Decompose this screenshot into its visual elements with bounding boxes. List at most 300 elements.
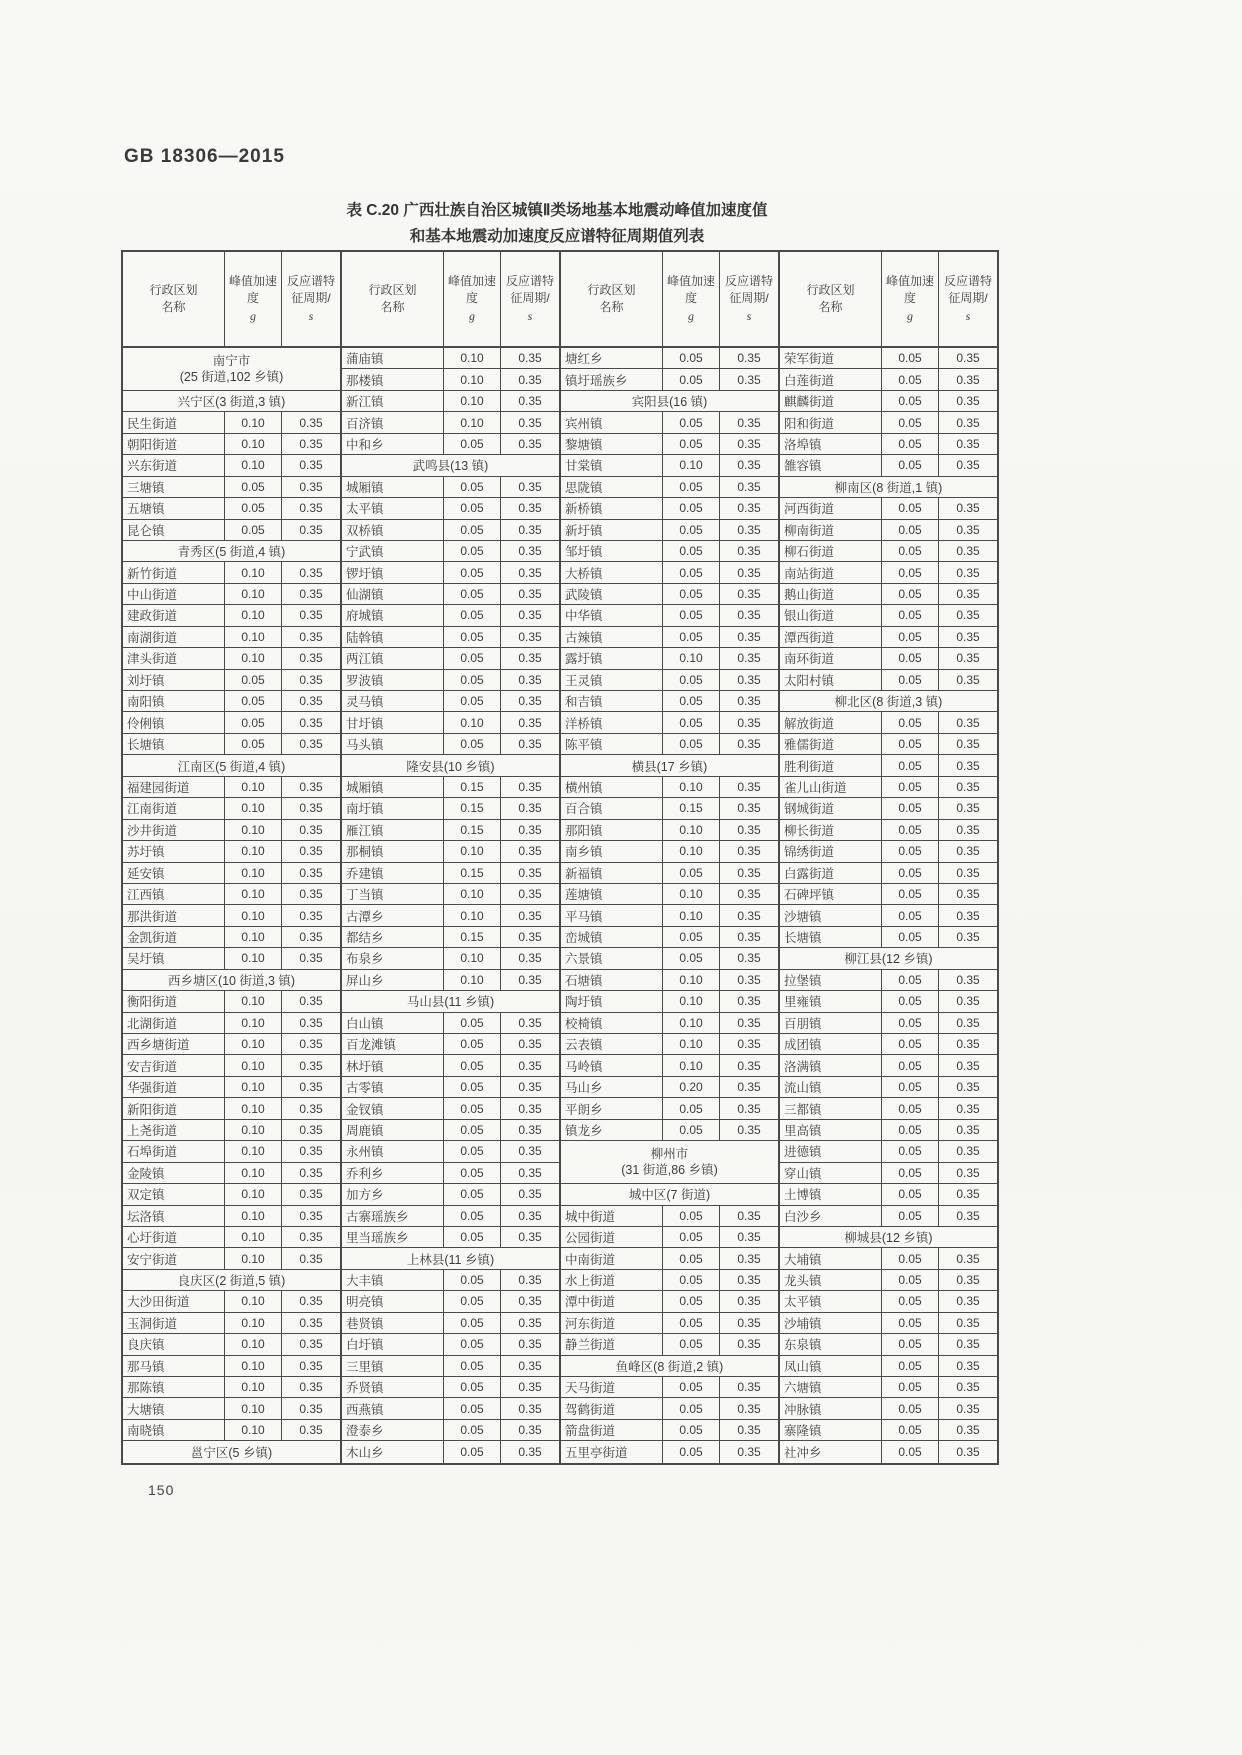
spectrum-period-value: 0.35 xyxy=(518,522,542,537)
spectrum-period-value: 0.35 xyxy=(956,844,980,859)
division-name: 王灵镇 xyxy=(561,670,663,690)
division-name: 石碑坪镇 xyxy=(780,884,882,904)
peak-acceleration-value: 0.05 xyxy=(882,1291,939,1311)
spectrum-period-value: 0.35 xyxy=(518,436,542,451)
table-row xyxy=(123,627,340,648)
table-row xyxy=(123,1184,340,1205)
division-name: 江南街道 xyxy=(123,798,225,818)
table-row xyxy=(123,562,340,583)
peak-acceleration-value: 0.05 xyxy=(225,691,282,711)
division-name: 镇圩瑶族乡 xyxy=(561,369,663,389)
spectrum-period-value: 0.35 xyxy=(518,479,542,494)
spectrum-period-value: 0.35 xyxy=(956,1101,980,1116)
peak-acceleration-value: 0.05 xyxy=(882,434,939,454)
division-name: 六景镇 xyxy=(561,948,663,968)
division-name: 福建园街道 xyxy=(123,777,225,797)
division-name: 天马街道 xyxy=(561,1377,663,1397)
spectrum-period-value: 0.35 xyxy=(299,608,323,623)
table-title-line1: 表 C.20 广西壮族自治区城镇Ⅱ类场地基本地震动峰值加速度值 xyxy=(346,202,768,219)
spectrum-period-value: 0.35 xyxy=(518,587,542,602)
table-row xyxy=(780,927,997,948)
peak-acceleration-value: 0.05 xyxy=(444,670,501,690)
spectrum-period-value: 0.35 xyxy=(737,972,761,987)
column-group-header xyxy=(342,252,559,348)
peak-acceleration-value: 0.05 xyxy=(882,1420,939,1440)
division-name: 露圩镇 xyxy=(561,648,663,668)
division-name: 明亮镇 xyxy=(342,1291,444,1311)
table-row xyxy=(123,884,340,905)
section-header-label: 西乡塘区(10 街道,3 镇) xyxy=(167,973,296,988)
header-admin-division-line1: 行政区划 xyxy=(587,282,636,297)
table-row xyxy=(342,712,559,733)
spectrum-period-value: 0.35 xyxy=(299,715,323,730)
spectrum-period-value: 0.35 xyxy=(299,951,323,966)
spectrum-period-value: 0.35 xyxy=(737,415,761,430)
peak-acceleration-value: 0.05 xyxy=(444,520,501,540)
peak-acceleration-value: 0.05 xyxy=(444,1206,501,1226)
division-name: 乔利乡 xyxy=(342,1163,444,1183)
table-row xyxy=(780,1163,997,1184)
header-admin-division-line1: 行政区划 xyxy=(149,282,198,297)
division-name: 陶圩镇 xyxy=(561,991,663,1011)
table-row xyxy=(780,1184,997,1205)
spectrum-period-value: 0.35 xyxy=(518,779,542,794)
division-name: 新竹街道 xyxy=(123,562,225,582)
peak-acceleration-value: 0.05 xyxy=(663,1270,720,1290)
division-name: 林圩镇 xyxy=(342,1055,444,1075)
division-name: 阳和街道 xyxy=(780,412,882,432)
table-row xyxy=(561,1098,778,1119)
section-header-label: 宾阳县(16 镇) xyxy=(631,395,708,410)
spectrum-period-value: 0.35 xyxy=(737,887,761,902)
peak-acceleration-value: 0.05 xyxy=(663,927,720,947)
table-row xyxy=(780,369,997,390)
division-name: 沙井街道 xyxy=(123,820,225,840)
table-row xyxy=(780,991,997,1012)
table-row xyxy=(123,1077,340,1098)
division-name: 木山乡 xyxy=(342,1441,444,1462)
header-peak-acceleration xyxy=(444,252,501,346)
peak-acceleration-value: 0.05 xyxy=(225,520,282,540)
peak-acceleration-value: 0.05 xyxy=(444,627,501,647)
spectrum-period-value: 0.35 xyxy=(299,737,323,752)
table-row xyxy=(561,1206,778,1227)
spectrum-period-value: 0.35 xyxy=(737,801,761,816)
section-header-row xyxy=(561,1184,778,1205)
peak-acceleration-value: 0.05 xyxy=(663,1098,720,1118)
header-admin-division-line2: 名称 xyxy=(818,300,843,314)
division-name: 兴东街道 xyxy=(123,455,225,475)
peak-acceleration-value: 0.10 xyxy=(663,648,720,668)
spectrum-period-value: 0.35 xyxy=(299,1165,323,1180)
division-name: 里高镇 xyxy=(780,1120,882,1140)
city-header-detail: (31 街道,86 乡镇) xyxy=(621,1163,718,1178)
peak-acceleration-value: 0.05 xyxy=(882,584,939,604)
spectrum-period-value: 0.35 xyxy=(956,1058,980,1073)
spectrum-period-value: 0.35 xyxy=(956,758,980,773)
spectrum-period-value: 0.35 xyxy=(518,865,542,880)
division-name: 金陵镇 xyxy=(123,1163,225,1183)
division-name: 大埔镇 xyxy=(780,1248,882,1268)
peak-acceleration-value: 0.10 xyxy=(225,905,282,925)
division-name: 马山乡 xyxy=(561,1077,663,1097)
division-name: 乔贤镇 xyxy=(342,1377,444,1397)
spectrum-period-value: 0.35 xyxy=(737,930,761,945)
division-name: 中和乡 xyxy=(342,434,444,454)
division-name: 华强街道 xyxy=(123,1077,225,1097)
division-name: 那陈镇 xyxy=(123,1377,225,1397)
section-header-label: 青秀区(5 街道,4 镇) xyxy=(177,545,286,560)
city-header-row xyxy=(123,348,340,391)
division-name: 北湖街道 xyxy=(123,1013,225,1033)
spectrum-period-value: 0.35 xyxy=(518,1187,542,1202)
division-name: 水上街道 xyxy=(561,1270,663,1290)
table-row xyxy=(561,1055,778,1076)
division-name: 太平镇 xyxy=(780,1291,882,1311)
table-row xyxy=(780,1356,997,1377)
division-name: 石埠街道 xyxy=(123,1141,225,1161)
spectrum-period-value: 0.35 xyxy=(956,394,980,409)
spectrum-period-value: 0.35 xyxy=(299,1251,323,1266)
peak-acceleration-value: 0.05 xyxy=(444,584,501,604)
division-name: 五塘镇 xyxy=(123,498,225,518)
section-header-row xyxy=(780,948,997,969)
spectrum-period-value: 0.35 xyxy=(737,1423,761,1438)
table-row xyxy=(342,1334,559,1355)
division-name: 石塘镇 xyxy=(561,970,663,990)
spectrum-period-value: 0.35 xyxy=(299,1080,323,1095)
division-name: 陆斡镇 xyxy=(342,627,444,647)
peak-acceleration-value: 0.10 xyxy=(225,1098,282,1118)
spectrum-period-value: 0.35 xyxy=(737,1380,761,1395)
peak-acceleration-value: 0.10 xyxy=(225,927,282,947)
table-row xyxy=(780,1077,997,1098)
spectrum-period-value: 0.35 xyxy=(737,351,761,366)
city-header-detail: (25 街道,102 乡镇) xyxy=(179,369,284,384)
peak-acceleration-value: 0.05 xyxy=(663,498,720,518)
peak-acceleration-value: 0.05 xyxy=(663,520,720,540)
spectrum-period-value: 0.35 xyxy=(737,458,761,473)
section-header-row xyxy=(561,755,778,776)
peak-acceleration-value: 0.05 xyxy=(663,1334,720,1354)
spectrum-period-value: 0.35 xyxy=(956,1380,980,1395)
table-row xyxy=(123,412,340,433)
spectrum-period-value: 0.35 xyxy=(956,1315,980,1330)
spectrum-period-value: 0.35 xyxy=(956,651,980,666)
table-row xyxy=(342,627,559,648)
spectrum-period-value: 0.35 xyxy=(737,372,761,387)
peak-acceleration-value: 0.10 xyxy=(663,820,720,840)
spectrum-period-value: 0.35 xyxy=(299,779,323,794)
peak-acceleration-value: 0.05 xyxy=(882,1206,939,1226)
section-header-label: 马山县(11 乡镇) xyxy=(406,995,495,1010)
table-row xyxy=(123,1163,340,1184)
division-name: 巷贤镇 xyxy=(342,1313,444,1333)
peak-acceleration-value: 0.10 xyxy=(663,1034,720,1054)
table-row xyxy=(561,1270,778,1291)
peak-acceleration-value: 0.05 xyxy=(444,1313,501,1333)
header-response-spectrum-period-label: 反应谱特征周期/ xyxy=(286,273,335,306)
spectrum-period-value: 0.35 xyxy=(518,844,542,859)
table-row xyxy=(123,605,340,626)
division-name: 和吉镇 xyxy=(561,691,663,711)
division-name: 新圩镇 xyxy=(561,520,663,540)
peak-acceleration-value: 0.05 xyxy=(663,584,720,604)
peak-acceleration-value: 0.05 xyxy=(882,1034,939,1054)
division-name: 大桥镇 xyxy=(561,562,663,582)
peak-acceleration-value: 0.05 xyxy=(882,562,939,582)
division-name: 百龙滩镇 xyxy=(342,1034,444,1054)
division-name: 新阳街道 xyxy=(123,1098,225,1118)
division-name: 静兰街道 xyxy=(561,1334,663,1354)
header-admin-division-line1: 行政区划 xyxy=(806,282,855,297)
table-title-line2: 和基本地震动加速度反应谱特征周期值列表 xyxy=(409,227,705,245)
city-header-row xyxy=(561,1141,778,1184)
table-row xyxy=(780,1377,997,1398)
section-header-row xyxy=(342,755,559,776)
spectrum-period-value: 0.35 xyxy=(737,522,761,537)
spectrum-period-value: 0.35 xyxy=(299,522,323,537)
spectrum-period-value: 0.35 xyxy=(956,930,980,945)
spectrum-period-value: 0.35 xyxy=(737,672,761,687)
table-row xyxy=(561,477,778,498)
division-name: 伶俐镇 xyxy=(123,712,225,732)
division-name: 中南街道 xyxy=(561,1248,663,1268)
section-header-row xyxy=(780,691,997,712)
division-name: 建政街道 xyxy=(123,605,225,625)
table-title xyxy=(121,198,993,249)
table-row xyxy=(780,412,997,433)
table-row xyxy=(561,1377,778,1398)
peak-acceleration-value: 0.05 xyxy=(225,712,282,732)
standard-code: GB 18306—2015 xyxy=(124,146,285,167)
peak-acceleration-value: 0.10 xyxy=(444,884,501,904)
table-row xyxy=(561,777,778,798)
division-name: 那楼镇 xyxy=(342,369,444,389)
table-row xyxy=(123,584,340,605)
peak-acceleration-value: 0.10 xyxy=(663,1055,720,1075)
table-row xyxy=(342,905,559,926)
peak-acceleration-value: 0.10 xyxy=(225,562,282,582)
division-name: 罗波镇 xyxy=(342,670,444,690)
peak-acceleration-value: 0.10 xyxy=(663,1013,720,1033)
spectrum-period-value: 0.35 xyxy=(956,715,980,730)
division-name: 潭中街道 xyxy=(561,1291,663,1311)
peak-acceleration-value: 0.05 xyxy=(444,1270,501,1290)
division-name: 民生街道 xyxy=(123,412,225,432)
division-name: 峦城镇 xyxy=(561,927,663,947)
table-row xyxy=(342,884,559,905)
division-name: 沙塘镇 xyxy=(780,905,882,925)
division-name: 陈平镇 xyxy=(561,734,663,754)
peak-acceleration-value: 0.05 xyxy=(882,1055,939,1075)
spectrum-period-value: 0.35 xyxy=(737,1315,761,1330)
table-row xyxy=(123,841,340,862)
division-name: 社冲乡 xyxy=(780,1441,882,1462)
peak-acceleration-value: 0.05 xyxy=(882,970,939,990)
table-row xyxy=(123,1377,340,1398)
peak-acceleration-value: 0.15 xyxy=(444,777,501,797)
spectrum-period-value: 0.35 xyxy=(737,651,761,666)
table-row xyxy=(342,1098,559,1119)
spectrum-period-value: 0.35 xyxy=(518,1015,542,1030)
division-name: 宁武镇 xyxy=(342,541,444,561)
table-row xyxy=(342,605,559,626)
spectrum-period-value: 0.35 xyxy=(299,1380,323,1395)
table-row xyxy=(561,670,778,691)
division-name: 那桐镇 xyxy=(342,841,444,861)
peak-acceleration-value: 0.05 xyxy=(225,734,282,754)
spectrum-period-value: 0.35 xyxy=(737,1401,761,1416)
peak-acceleration-value: 0.05 xyxy=(882,905,939,925)
table-row xyxy=(561,884,778,905)
section-header-label: 柳南区(8 街道,1 镇) xyxy=(834,480,943,495)
peak-acceleration-value: 0.05 xyxy=(444,1120,501,1140)
division-name: 大塘镇 xyxy=(123,1398,225,1418)
spectrum-period-value: 0.35 xyxy=(299,1315,323,1330)
spectrum-period-value: 0.35 xyxy=(737,737,761,752)
spectrum-period-value: 0.35 xyxy=(737,1058,761,1073)
division-name: 鹅山街道 xyxy=(780,584,882,604)
division-name: 长塘镇 xyxy=(123,734,225,754)
table-row xyxy=(780,1248,997,1269)
peak-acceleration-value: 0.10 xyxy=(225,1141,282,1161)
spectrum-period-value: 0.35 xyxy=(299,822,323,837)
peak-acceleration-value: 0.10 xyxy=(225,1077,282,1097)
peak-acceleration-value: 0.10 xyxy=(225,991,282,1011)
table-row xyxy=(780,670,997,691)
table-row xyxy=(342,1120,559,1141)
peak-acceleration-value: 0.05 xyxy=(663,712,720,732)
table-row xyxy=(342,1441,559,1462)
spectrum-period-value: 0.35 xyxy=(299,844,323,859)
peak-acceleration-value: 0.05 xyxy=(882,863,939,883)
peak-acceleration-value: 0.05 xyxy=(882,498,939,518)
spectrum-period-value: 0.35 xyxy=(956,994,980,1009)
table-row xyxy=(123,1356,340,1377)
division-name: 箭盘街道 xyxy=(561,1420,663,1440)
spectrum-period-value: 0.35 xyxy=(518,1208,542,1223)
division-name: 龙头镇 xyxy=(780,1270,882,1290)
peak-acceleration-value: 0.05 xyxy=(663,477,720,497)
spectrum-period-value: 0.35 xyxy=(737,1273,761,1288)
table-row xyxy=(561,927,778,948)
table-row xyxy=(342,948,559,969)
division-name: 雀儿山街道 xyxy=(780,777,882,797)
section-header-label: 兴宁区(3 街道,3 镇) xyxy=(177,395,286,410)
seismic-parameters-table xyxy=(121,250,999,1465)
peak-acceleration-value: 0.05 xyxy=(882,348,939,368)
division-name: 横州镇 xyxy=(561,777,663,797)
peak-acceleration-value: 0.05 xyxy=(882,1163,939,1183)
spectrum-period-value: 0.35 xyxy=(299,1101,323,1116)
section-header-label: 柳江县(12 乡镇) xyxy=(844,952,933,967)
spectrum-period-value: 0.35 xyxy=(737,994,761,1009)
table-column-group-1 xyxy=(123,252,342,1463)
table-row xyxy=(342,1206,559,1227)
division-name: 那阳镇 xyxy=(561,820,663,840)
spectrum-period-value: 0.35 xyxy=(956,565,980,580)
peak-acceleration-value: 0.05 xyxy=(444,1184,501,1204)
table-row xyxy=(561,1398,778,1419)
spectrum-period-value: 0.35 xyxy=(518,822,542,837)
division-name: 城中街道 xyxy=(561,1206,663,1226)
peak-acceleration-value: 0.05 xyxy=(882,1398,939,1418)
division-name: 南站街道 xyxy=(780,562,882,582)
peak-acceleration-value: 0.10 xyxy=(225,1313,282,1333)
peak-acceleration-value: 0.10 xyxy=(225,455,282,475)
table-row xyxy=(561,1420,778,1441)
peak-acceleration-value: 0.05 xyxy=(444,498,501,518)
table-row xyxy=(342,1420,559,1441)
table-row xyxy=(342,1141,559,1162)
peak-acceleration-value: 0.05 xyxy=(663,434,720,454)
table-row xyxy=(780,1270,997,1291)
spectrum-period-value: 0.35 xyxy=(299,1187,323,1202)
division-name: 府城镇 xyxy=(342,605,444,625)
division-name: 新桥镇 xyxy=(561,498,663,518)
header-admin-division xyxy=(123,252,225,346)
spectrum-period-value: 0.35 xyxy=(737,715,761,730)
table-row xyxy=(342,863,559,884)
division-name: 甘棠镇 xyxy=(561,455,663,475)
peak-acceleration-value: 0.10 xyxy=(225,1184,282,1204)
spectrum-period-value: 0.35 xyxy=(518,930,542,945)
division-name: 仙湖镇 xyxy=(342,584,444,604)
peak-acceleration-value: 0.05 xyxy=(663,562,720,582)
table-row xyxy=(561,520,778,541)
division-name: 锦绣街道 xyxy=(780,841,882,861)
division-name: 寨隆镇 xyxy=(780,1420,882,1440)
peak-acceleration-value: 0.05 xyxy=(882,1334,939,1354)
peak-acceleration-value: 0.10 xyxy=(444,948,501,968)
header-response-spectrum-period-label: 反应谱特征周期/ xyxy=(505,273,554,306)
peak-acceleration-value: 0.10 xyxy=(444,905,501,925)
section-header-label: 横县(17 乡镇) xyxy=(631,759,708,774)
table-row xyxy=(342,1055,559,1076)
table-row xyxy=(123,1291,340,1312)
table-row xyxy=(561,434,778,455)
column-group-header xyxy=(561,252,778,348)
division-name: 驾鹤街道 xyxy=(561,1398,663,1418)
table-row xyxy=(780,562,997,583)
division-name: 灵马镇 xyxy=(342,691,444,711)
table-row xyxy=(780,1098,997,1119)
peak-acceleration-value: 0.05 xyxy=(882,884,939,904)
table-row xyxy=(342,520,559,541)
peak-acceleration-value: 0.05 xyxy=(444,1141,501,1161)
peak-acceleration-value: 0.15 xyxy=(663,798,720,818)
section-header-row xyxy=(123,970,340,991)
spectrum-period-value: 0.35 xyxy=(299,1037,323,1052)
peak-acceleration-value: 0.05 xyxy=(663,1248,720,1268)
spectrum-period-value: 0.35 xyxy=(518,972,542,987)
peak-acceleration-value: 0.05 xyxy=(882,1098,939,1118)
division-name: 里雍镇 xyxy=(780,991,882,1011)
table-row xyxy=(780,1441,997,1462)
spectrum-period-value: 0.35 xyxy=(737,694,761,709)
peak-acceleration-value: 0.05 xyxy=(663,1313,720,1333)
division-name: 锣圩镇 xyxy=(342,562,444,582)
division-name: 平朗乡 xyxy=(561,1098,663,1118)
peak-acceleration-value: 0.05 xyxy=(444,1077,501,1097)
peak-acceleration-value: 0.05 xyxy=(663,541,720,561)
spectrum-period-value: 0.35 xyxy=(737,1294,761,1309)
header-peak-acceleration-unit: g xyxy=(688,308,694,323)
table-row xyxy=(123,927,340,948)
peak-acceleration-value: 0.10 xyxy=(225,1377,282,1397)
header-response-spectrum-period-unit: s xyxy=(746,308,752,323)
